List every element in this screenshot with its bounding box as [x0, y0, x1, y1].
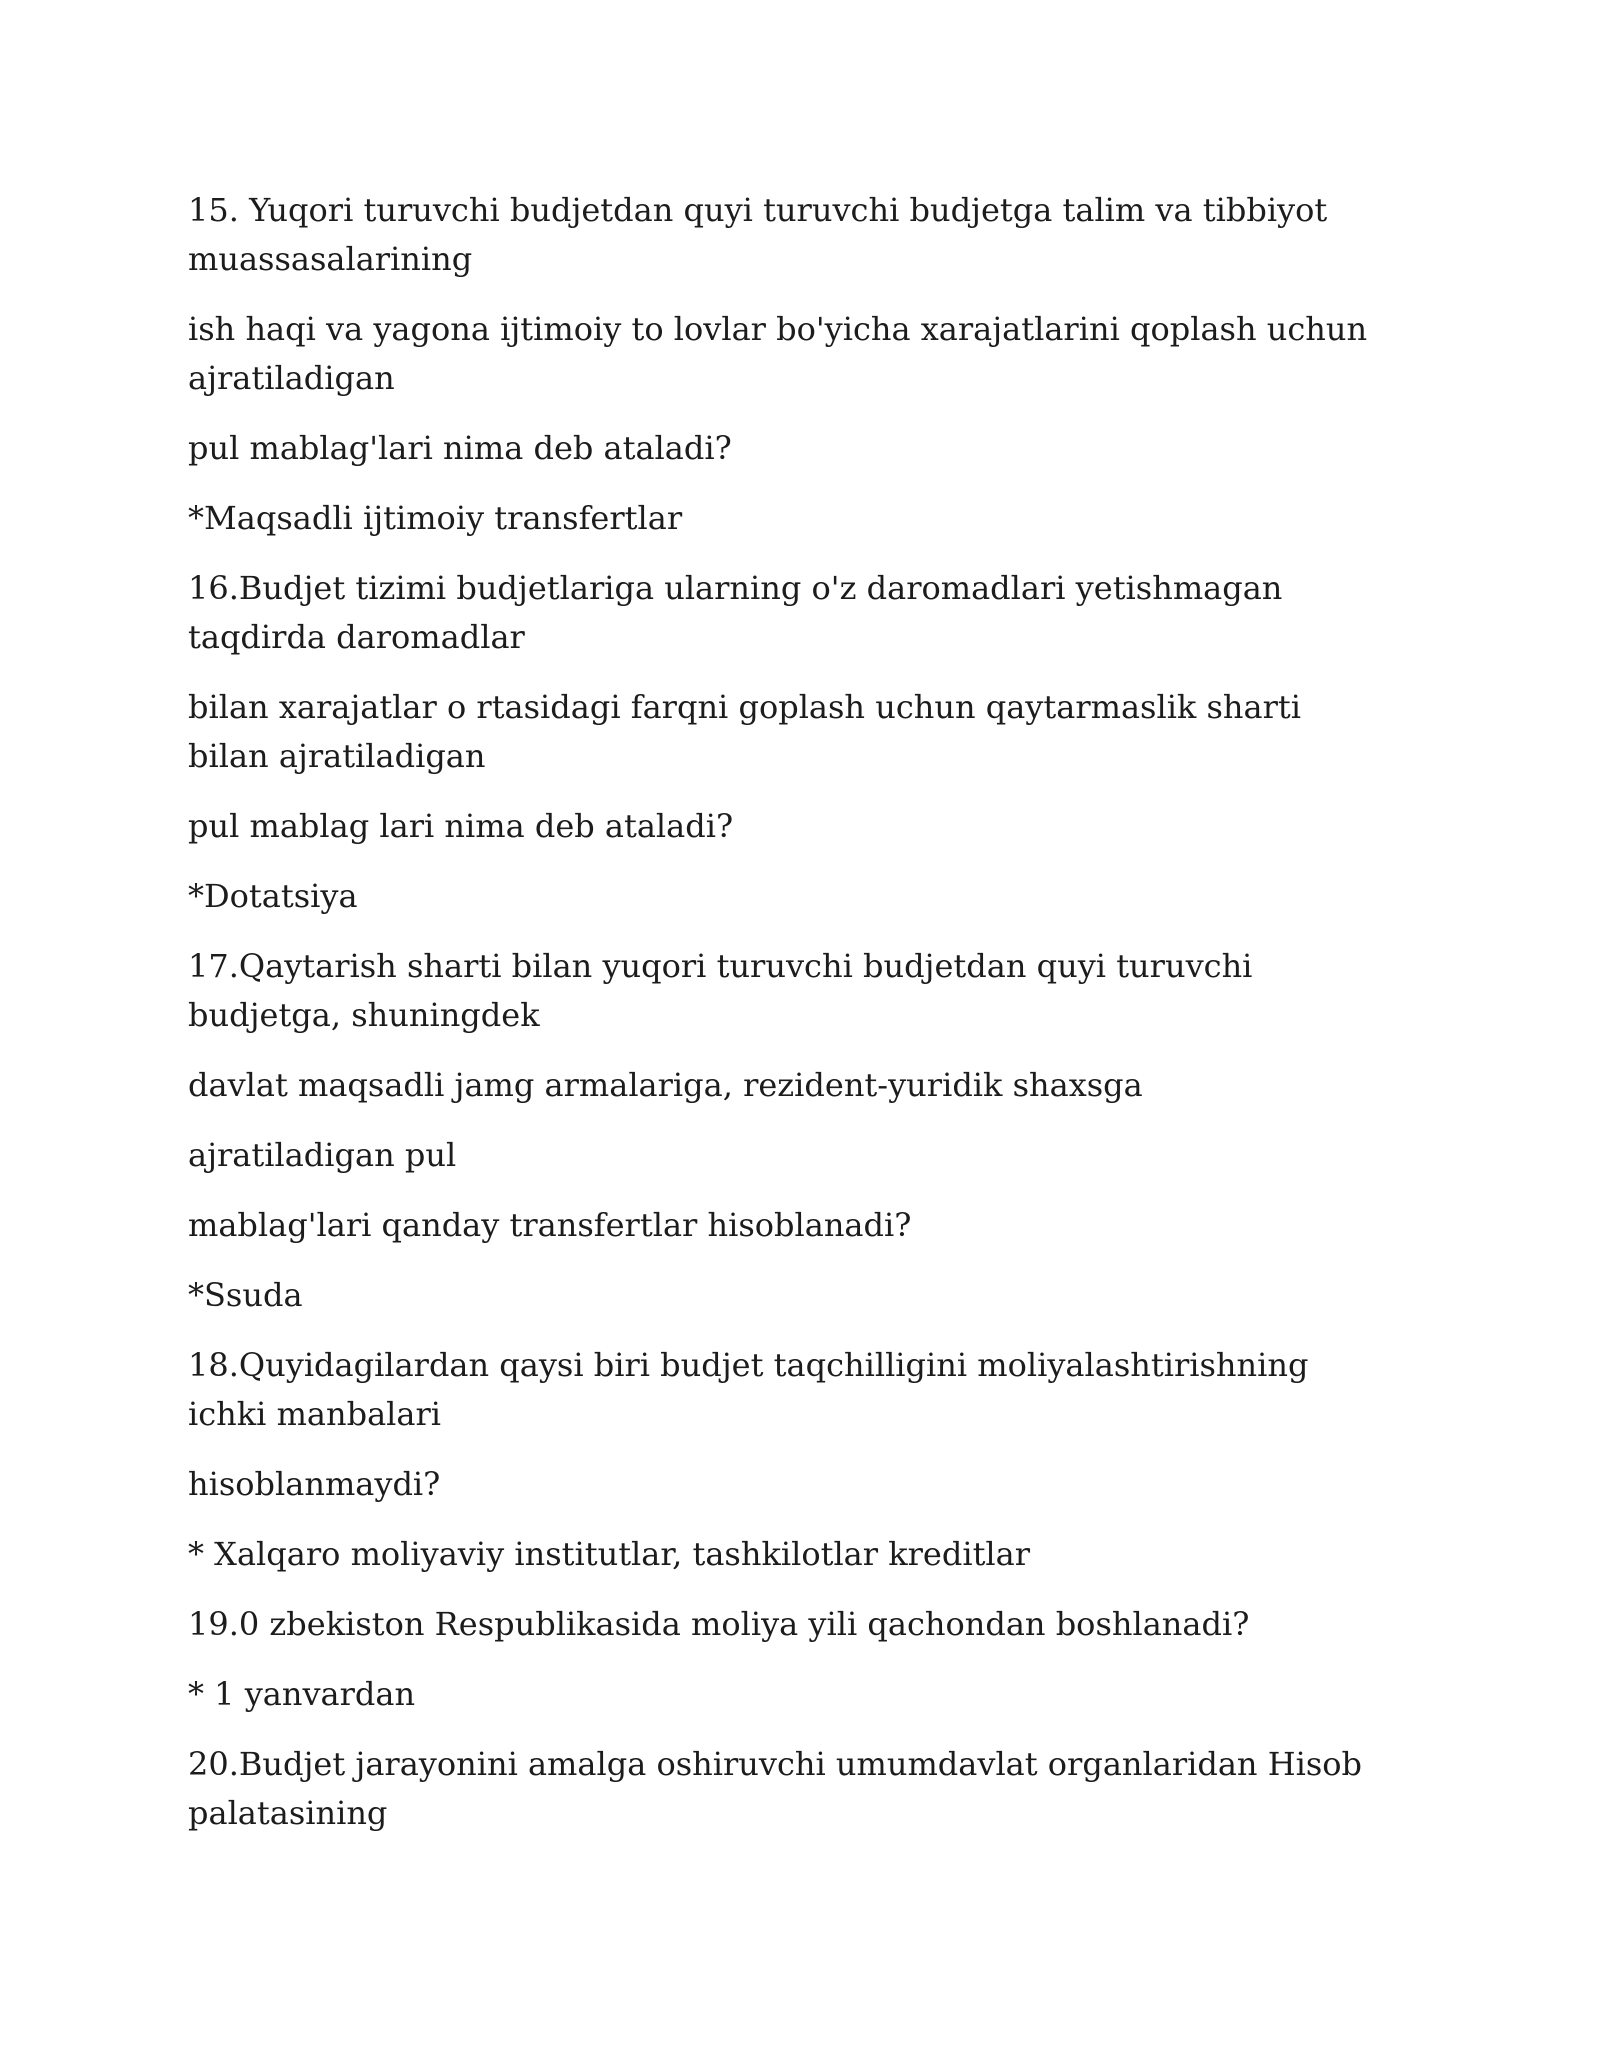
question-17-line-2: davlat maqsadli jamg armalariga, rezident-yuridik shaxsga	[188, 1066, 1143, 1104]
question-15-line-3: pul mablag'lari nima deb ataladi?	[188, 429, 732, 467]
question-16-line-3: pul mablag lari nima deb ataladi?	[188, 807, 734, 845]
question-15-line-2: ish haqi va yagona ijtimoiy to lovlar bo'yicha xarajatlarini qoplash uchun ajratiladigan	[188, 310, 1368, 397]
question-20-line-1: 20.Budjet jarayonini amalga oshiruvchi umumdavlat organlaridan Hisob palatasining	[188, 1745, 1363, 1832]
question-16-line-2: bilan xarajatlar o rtasidagi farqni goplash uchun qaytarmaslik sharti bilan ajratiladigan	[188, 688, 1301, 775]
question-17-line-4: mablag'lari qanday transfertlar hisoblanadi?	[188, 1206, 912, 1244]
answer-16: *Dotatsiya	[188, 877, 358, 915]
document-body	[188, 186, 1378, 1859]
question-16-line-1: 16.Budjet tizimi budjetlariga ularning o'z daromadlari yetishmagan taqdirda daromadlar	[188, 569, 1283, 656]
question-17-line-1: 17.Qaytarish sharti bilan yuqori turuvchi budjetdan quyi turuvchi budjetga, shuningdek	[188, 947, 1253, 1034]
answer-19: * 1 yanvardan	[188, 1675, 416, 1713]
question-18-line-1: 18.Quyidagilardan qaysi biri budjet taqchilligini moliyalashtirishning ichki manbalari	[188, 1346, 1309, 1433]
answer-15: *Maqsadli ijtimoiy transfertlar	[188, 499, 683, 537]
question-17-line-3: ajratiladigan pul	[188, 1136, 457, 1174]
question-19: 19.0 zbekiston Respublikasida moliya yili qachondan boshlanadi?	[188, 1605, 1250, 1643]
question-18-line-2: hisoblanmaydi?	[188, 1465, 441, 1503]
answer-18: * Xalqaro moliyaviy institutlar, tashkilotlar kreditlar	[188, 1535, 1031, 1573]
question-15-line-1: 15. Yuqori turuvchi budjetdan quyi turuvchi budjetga talim va tibbiyot muassasalarining	[188, 191, 1328, 278]
answer-17: *Ssuda	[188, 1276, 303, 1314]
